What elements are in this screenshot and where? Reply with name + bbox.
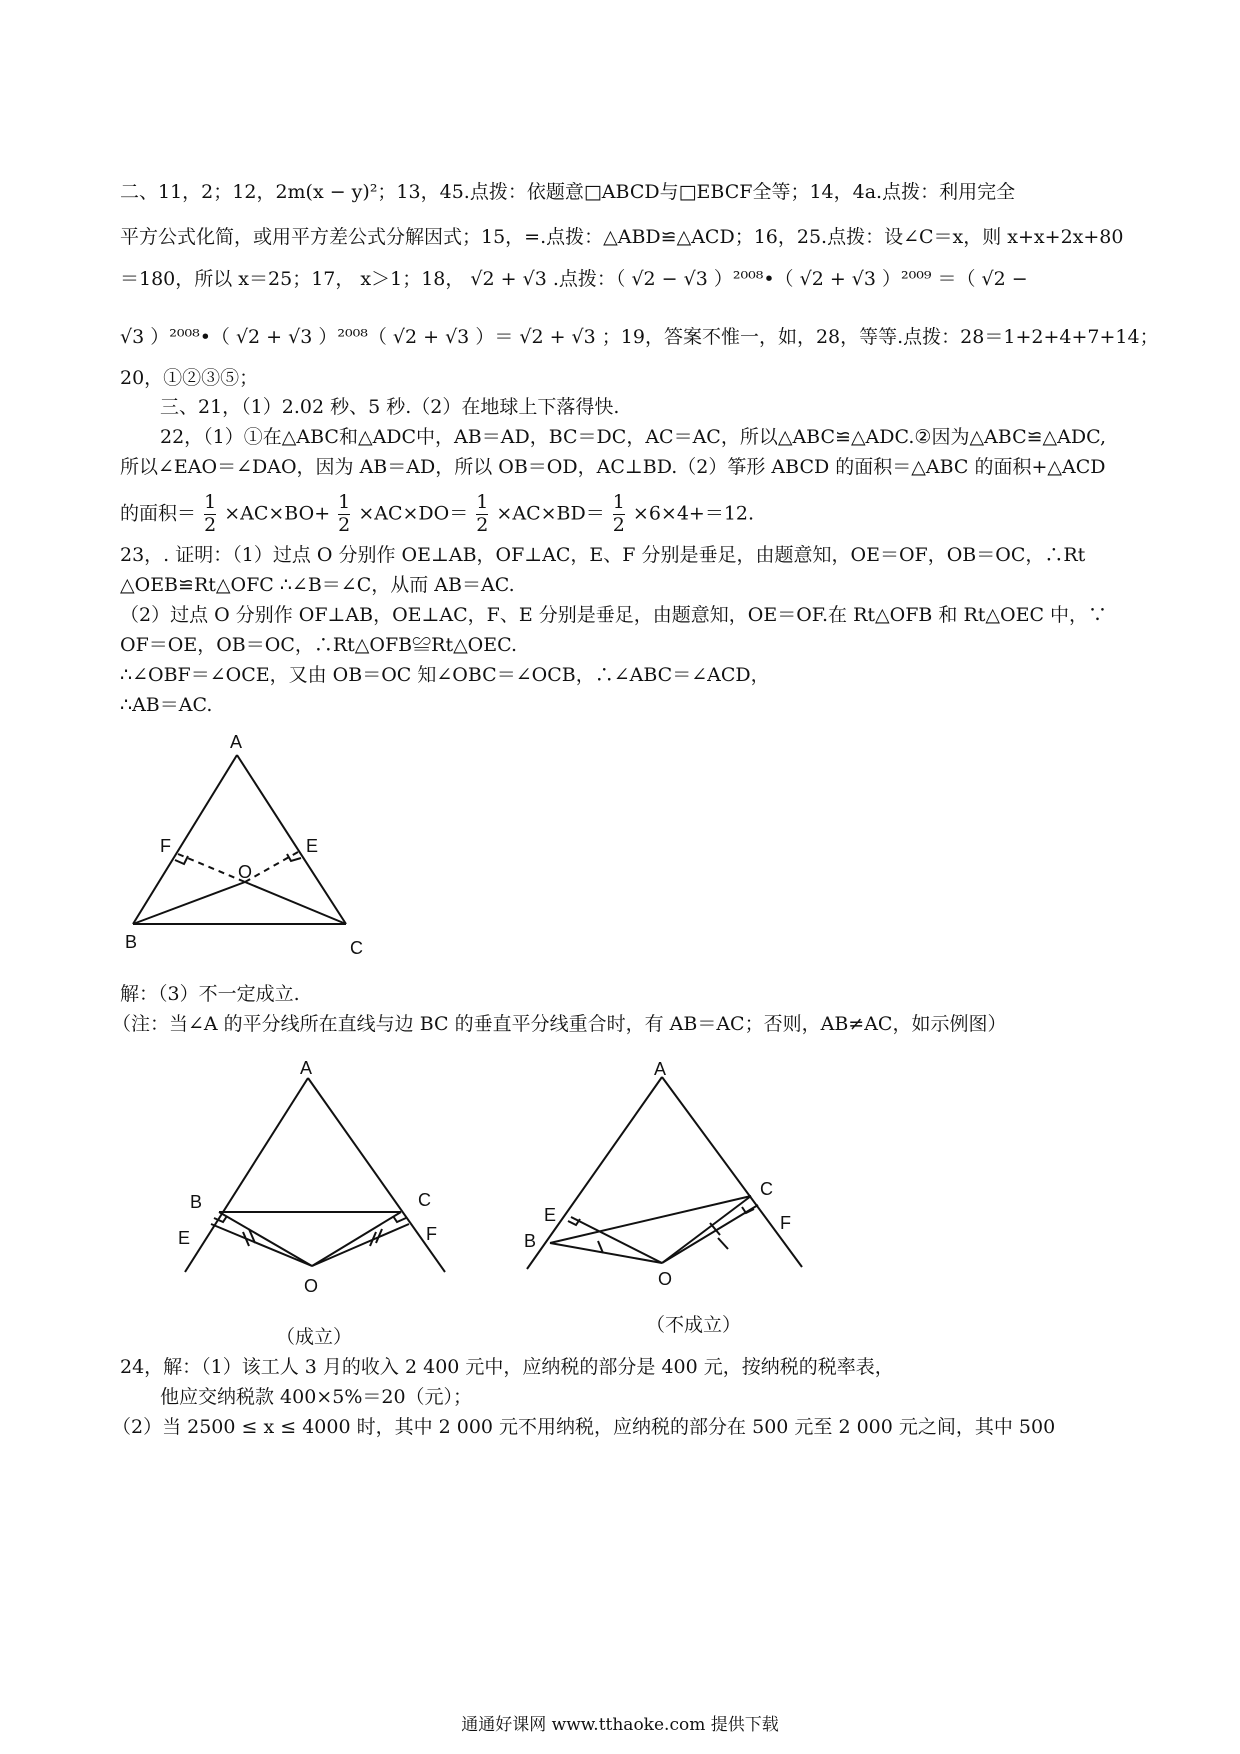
label-a: A [230,732,243,752]
fraction-half [204,492,216,537]
text-line-14: ∴∠OBF＝∠OCE，又由 OB＝OC 知∠OBC＝∠OCB，∴∠ABC＝∠ACD， [120,664,770,686]
label-e: E [178,1228,191,1248]
text-line-12: （2）过点 O 分别作 OF⊥AB，OE⊥AC，F、E 分别是垂足，由题意知，OE＝OF.在 Rt△OFB 和 Rt△OEC 中，∵ [120,604,1108,626]
text-line-16: 解：（3）不一定成立. [120,983,300,1005]
formula-text-c: ×AC×DO＝ [358,502,469,525]
label-b: B [190,1192,203,1212]
fraction-half [613,492,625,537]
fraction-den: 2 [476,513,489,536]
figure-triangle-2 [170,1060,470,1300]
text-line-15: ∴AB＝AC. [120,694,213,716]
text-line-7: 22，（1）①在△ABC和△ADC中，AB＝AD，BC＝DC，AC＝AC，所以△ABC≌△ADC.②因为△ABC≌△ADC, [160,426,1107,448]
caption-holds: （成立） [276,1326,353,1348]
label-a: A [300,1060,313,1078]
label-o: O [238,862,253,882]
formula-text-e: ×6×4+＝12. [632,502,755,525]
fraction-den: 2 [612,513,625,536]
fraction-num: 1 [338,491,351,513]
text-line-18: 24，解：（1）该工人 3 月的收入 2 400 元中，应纳税的部分是 400 元，按纳税的税率表， [120,1356,894,1378]
figure-triangle-1 [120,730,420,970]
formula-text-a: 的面积＝ [120,502,197,525]
text-line-3: ＝180，所以 x＝25；17， x＞1；18， √2 + √3 .点拨：（ √2 − √3 ）²⁰⁰⁸•（ √2 + √3 ）²⁰⁰⁹ ＝（ √2 − [120,268,1028,290]
text-line-17: （注：当∠A 的平分线所在直线与边 BC 的垂直平分线重合时，有 AB＝AC；否则，AB≠AC，如示例图） [112,1013,1007,1035]
label-a: A [654,1059,667,1079]
label-c: C [760,1179,773,1199]
label-b: B [125,932,138,952]
label-b: B [524,1231,537,1251]
fraction-den: 2 [204,513,217,536]
fraction-den: 2 [338,513,351,536]
label-o: O [658,1269,673,1289]
fraction-num: 1 [476,491,489,513]
formula-text-b: ×AC×BO+ [224,502,331,525]
text-line-20: （2）当 2500 ≤ x ≤ 4000 时，其中 2 000 元不用纳税，应纳税的部分在 500 元至 2 000 元之间，其中 500 [112,1416,1056,1438]
text-line-4: √3 ）²⁰⁰⁸•（ √2 + √3 ）²⁰⁰⁸（ √2 + √3 ）＝ √2 + √3 ；19，答案不惟一，如，28，等等.点拨：28＝1+2+4+7+14； [120,326,1159,348]
label-f: F [780,1213,791,1233]
caption-not-holds: （不成立） [646,1314,742,1336]
text-line-5: 20，①②③⑤； [120,367,259,389]
label-c: C [350,938,363,958]
text-line-8: 所以∠EAO＝∠DAO，因为 AB＝AD，所以 OB＝OD，AC⊥BD.（2）筝形 ABCD 的面积＝△ABC 的面积+△ACD [120,456,1106,478]
text-line-10: 23，. 证明：（1）过点 O 分别作 OE⊥AB，OF⊥AC，E、F 分别是垂足，由题意知，OE＝OF，OB＝OC，∴Rt [120,544,1086,566]
text-line-2: 平方公式化简，或用平方差公式分解因式；15，=.点拨：△ABD≌△ACD；16，25.点拨：设∠C＝x，则 x+x+2x+80 [120,226,1124,248]
area-formula-line [120,492,754,537]
figure-triangle-3 [510,1055,820,1295]
text-line-13: OF＝OE，OB＝OC，∴Rt△OFB≌Rt△OEC. [120,634,518,656]
label-e: E [306,836,319,856]
fraction-half [476,492,488,537]
fraction-half [338,492,350,537]
label-c: C [418,1190,431,1210]
fraction-num: 1 [612,491,625,513]
text-line-19: 他应交纳税款 400×5%＝20（元）； [160,1386,473,1408]
label-o: O [304,1276,319,1296]
text-line-6: 三、21，（1）2.02 秒、5 秒.（2）在地球上下落得快. [160,396,620,418]
footer-credit: 通通好课网 www.tthaoke.com 提供下载 [461,1715,779,1735]
text-line-1: 二、11，2；12，2m(x − y)²；13，45.点拨：依题意□ABCD与□EBCF全等；14，4a.点拨：利用完全 [120,181,1016,203]
label-f: F [160,836,171,856]
label-f: F [426,1224,437,1244]
formula-text-d: ×AC×BD＝ [496,502,605,525]
text-line-11: △OEB≌Rt△OFC ∴∠B＝∠C，从而 AB＝AC. [120,574,515,596]
fraction-num: 1 [204,491,217,513]
label-e: E [544,1205,557,1225]
